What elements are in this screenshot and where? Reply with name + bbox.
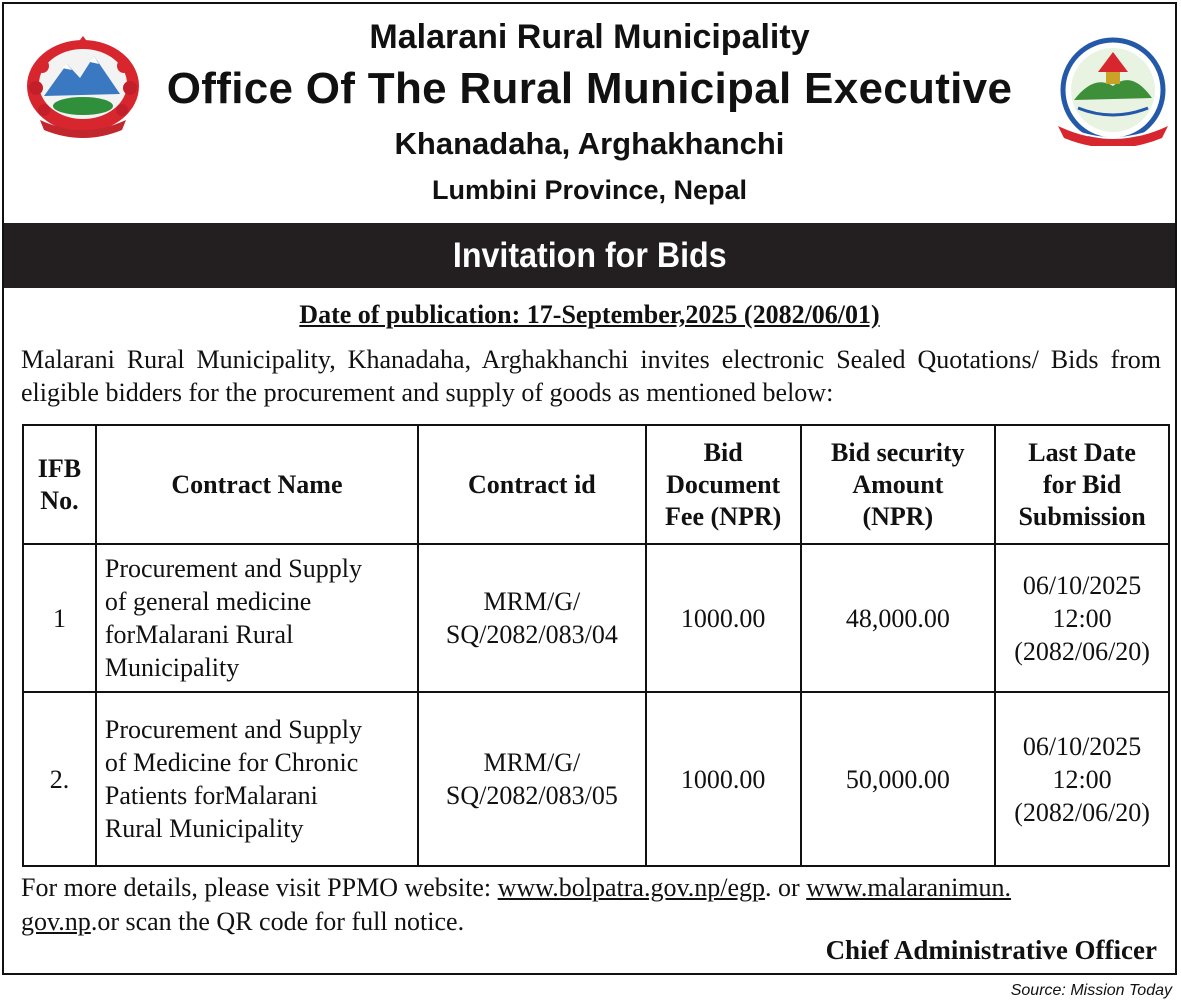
- header-contract-id: Contract id: [418, 425, 646, 544]
- footer-details: For more details, please visit PPMO website: www.bolpatra.gov.np/egp. or www.malaranimun. gov.np.or scan the QR code for full notice.: [21, 873, 1012, 936]
- header-contract-name: Contract Name: [96, 425, 418, 544]
- office-title: Office Of The Rural Municipal Executive: [166, 64, 1013, 113]
- cell-fee: 1000.00: [646, 692, 801, 866]
- cell-security: 50,000.00: [801, 692, 996, 866]
- cell-contract-id: MRM/G/ SQ/2082/083/05: [418, 692, 646, 866]
- notice-frame: [2, 2, 1177, 975]
- publication-date: Date of publication: 17-September,2025 (2082/06/01): [299, 300, 880, 329]
- banner-title: Invitation for Bids: [452, 235, 727, 275]
- cell-fee: 1000.00: [646, 544, 801, 692]
- title-banner: [4, 223, 1175, 288]
- notice-header: [4, 4, 1175, 222]
- cell-contract-name: Procurement and Supply of general medicine forMalarani Rural Municipality: [96, 544, 418, 692]
- source-credit: Source: Mission Today: [1010, 982, 1172, 999]
- table-row: [23, 692, 1169, 866]
- table-row: [23, 544, 1169, 692]
- bids-table: [22, 424, 1170, 867]
- municipality-name: Malarani Rural Municipality: [369, 18, 810, 56]
- cell-security: 48,000.00: [801, 544, 996, 692]
- office-location: Khanadaha, Arghakhanchi: [394, 126, 785, 161]
- municipality-link[interactable]: www.malaranimun.: [806, 873, 1012, 902]
- cell-ifb: 1: [23, 544, 96, 692]
- signatory: Chief Administrative Officer: [825, 935, 1157, 965]
- office-province: Lumbini Province, Nepal: [431, 175, 748, 205]
- header-security: Bid security Amount (NPR): [801, 425, 996, 544]
- ppmo-link[interactable]: www.bolpatra.gov.np/egp: [497, 873, 766, 902]
- cell-contract-id: MRM/G/ SQ/2082/083/04: [418, 544, 646, 692]
- cell-last-date: 06/10/2025 12:00 (2082/06/20): [995, 692, 1169, 866]
- cell-ifb: 2.: [23, 692, 96, 866]
- cell-contract-name: Procurement and Supply of Medicine for Chronic Patients forMalarani Rural Municipality: [96, 692, 418, 866]
- table-header-row: [23, 425, 1169, 544]
- cell-last-date: 06/10/2025 12:00 (2082/06/20): [995, 544, 1169, 692]
- header-ifb: IFB No.: [23, 425, 96, 544]
- municipality-link-cont[interactable]: gov.np: [21, 907, 91, 936]
- intro-paragraph: Malarani Rural Municipality, Khanadaha, Arghakhanchi invites electronic Sealed Quotations/ Bids from eligible bidders for the procurement and supply of goods as mentioned below:: [21, 345, 1161, 407]
- header-last-date: Last Date for Bid Submission: [995, 425, 1169, 544]
- header-fee: Bid Document Fee (NPR): [646, 425, 801, 544]
